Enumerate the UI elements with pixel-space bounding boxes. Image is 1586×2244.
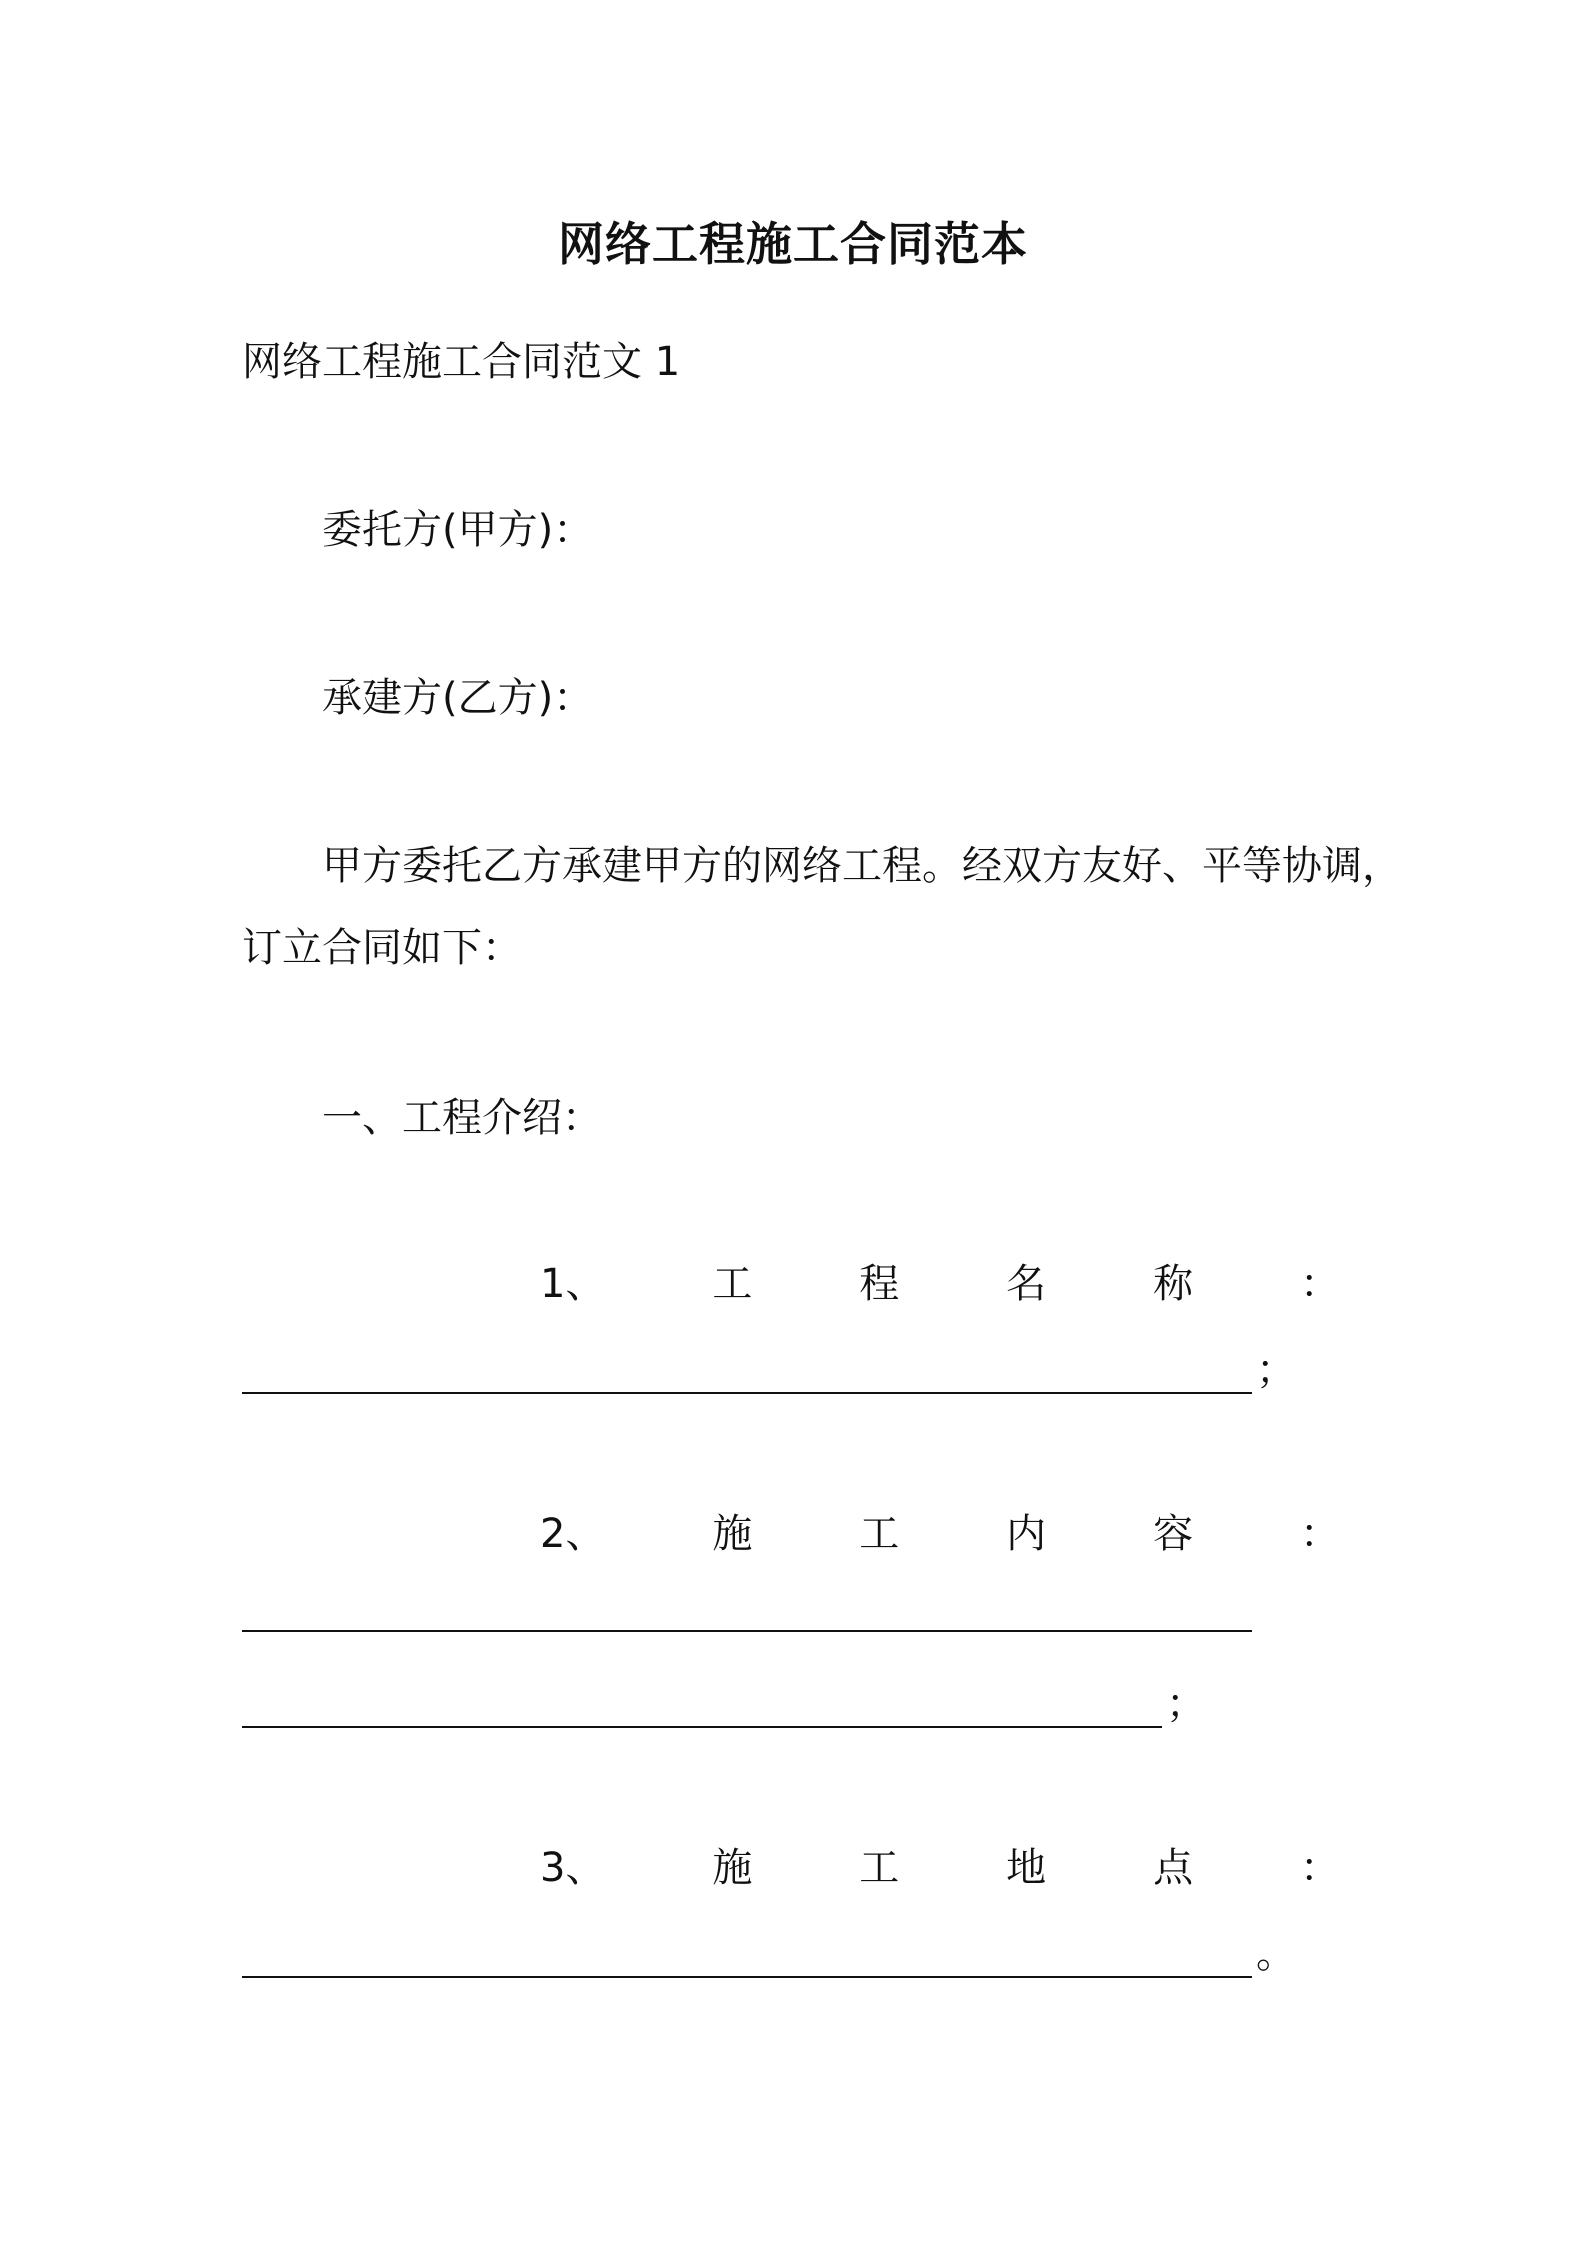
item-1-char: 称 [1153,1261,1194,1307]
document-subtitle: 网络工程施工合同范文 1 [242,339,681,385]
item-2-char: 内 [1006,1511,1047,1557]
item-3-blank-line[interactable] [242,1942,1252,1978]
section-1-heading: 一、工程介绍： [322,1095,602,1141]
item-1-end-punct: ； [1256,1347,1296,1393]
item-3-end-punct: 。 [1256,1931,1296,1977]
item-3-colon: ： [1299,1845,1340,1891]
item-1-number: 1、 [540,1261,606,1307]
item-1-char: 程 [859,1261,900,1307]
item-3-fill-row [242,1930,1296,1978]
item-2-char: 工 [859,1511,900,1557]
item-2-blank-line[interactable] [242,1596,1252,1632]
item-3-char: 地 [1006,1845,1047,1891]
item-2-label [540,1510,1340,1558]
party-a-label: 委托方(甲方)： [322,507,594,553]
item-1-fill-row [242,1346,1296,1394]
item-3-char: 点 [1153,1845,1194,1891]
item-1-char: 工 [712,1261,753,1307]
item-1-char: 名 [1006,1261,1047,1307]
item-3-number: 3、 [540,1845,606,1891]
item-3-char: 工 [859,1845,900,1891]
intro-line-1: 甲方委托乙方承建甲方的网络工程。经双方友好、平等协调， [322,843,1402,889]
item-2-fill-row-2 [242,1680,1206,1728]
item-3-label [540,1844,1340,1892]
item-1-colon: ： [1299,1261,1340,1307]
item-2-blank-line[interactable] [242,1692,1162,1728]
item-2-char: 施 [712,1511,753,1557]
item-1-blank-line[interactable] [242,1358,1252,1394]
party-b-label: 承建方(乙方)： [322,675,594,721]
item-1-label [540,1260,1340,1308]
item-3-char: 施 [712,1845,753,1891]
document-title: 网络工程施工合同范本 [558,217,1028,271]
item-2-number: 2、 [540,1511,606,1557]
item-2-colon: ： [1299,1511,1340,1557]
item-2-char: 容 [1153,1511,1194,1557]
item-2-fill-row-1 [242,1596,1252,1632]
intro-line-2: 订立合同如下： [242,925,522,971]
item-2-end-punct: ； [1166,1681,1206,1727]
